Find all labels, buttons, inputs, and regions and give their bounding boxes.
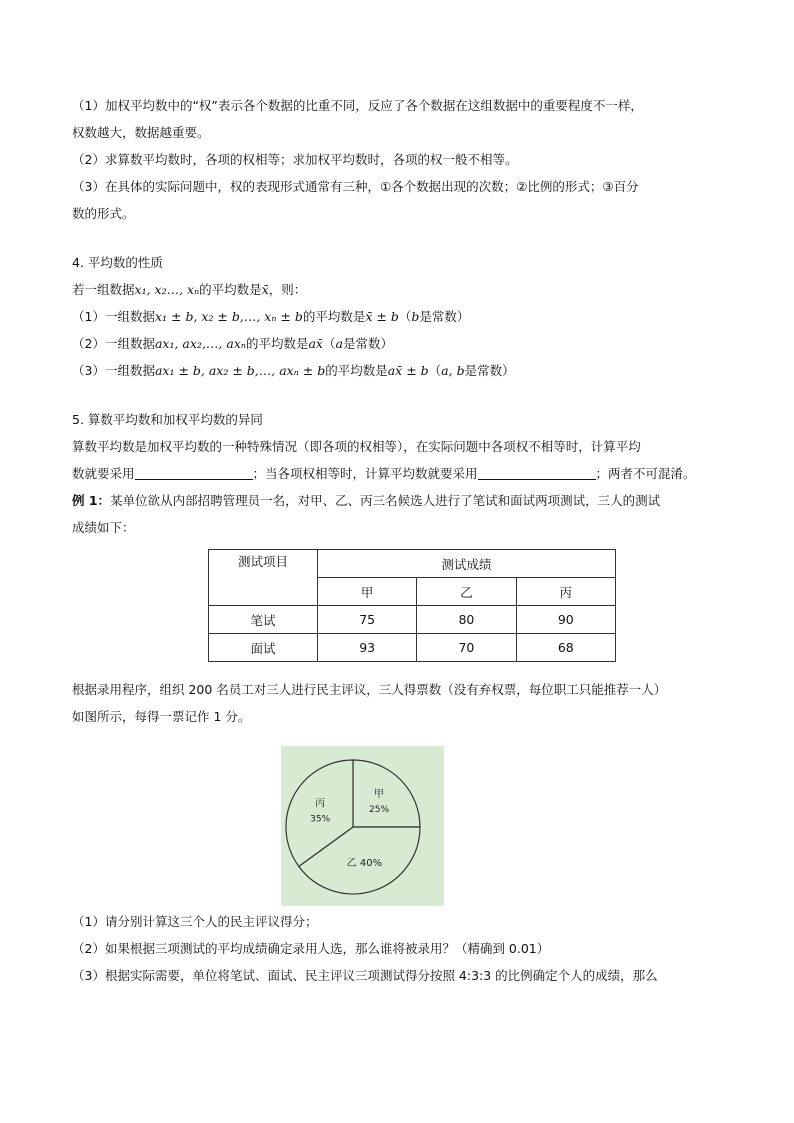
pie-chart-svg [281, 746, 444, 906]
row-label-interview: 面试 [209, 634, 318, 662]
pie-label-text: 乙 40% [346, 858, 383, 870]
header-candidate-jia: 甲 [318, 578, 417, 606]
mean-symbol: x̄ [261, 282, 269, 297]
cell: 68 [516, 634, 615, 662]
cell: 75 [318, 606, 417, 634]
table-row [209, 606, 616, 634]
section4-intro: 若一组数据x₁, x₂…, xₙ的平均数是x̄，则： [72, 282, 307, 297]
fill-blank-2[interactable] [478, 465, 596, 480]
header-candidate-bing: 丙 [516, 578, 615, 606]
example-label: 例 1： [72, 493, 111, 508]
pie-label-value: 25% [369, 804, 390, 815]
section5 [72, 406, 724, 541]
section3-notes [72, 92, 724, 227]
fill-blank-1[interactable] [135, 465, 253, 480]
note-2: （2）求算数平均数时，各项的权相等；求加权平均数时，各项的权一般不相等。 [72, 152, 518, 167]
after-table-line2: 如图所示，每得一票记作 1 分。 [72, 709, 251, 724]
note-3: （3）在具体的实际问题中，权的表现形式通常有三种，①各个数据出现的次数；②比例的形式；③百分 [72, 179, 639, 194]
section5-line2: 数就要采用 ；当各项权相等时，计算平均数就要采用 ；两者不可混淆。 [72, 466, 696, 481]
note-1-cont: 权数越大，数据越重要。 [72, 125, 210, 140]
score-table [208, 549, 616, 662]
after-table-line1: 根据录用程序，组织 200 名员工对三人进行民主评议，三人得票数（没有弃权票，每位职工只能推荐一人） [72, 682, 667, 697]
cell: 70 [417, 634, 516, 662]
section5-line1: 算数平均数是加权平均数的一种特殊情况（即各项的权相等），在实际问题中各项权不相等时，计算平均 [72, 439, 641, 454]
pie-label-name: 甲 [374, 788, 385, 800]
question-1: （1）请分别计算这三个人的民主评议得分； [72, 914, 318, 929]
property-1: （1）一组数据x₁ ± b, x₂ ± b,…, xₙ ± b的平均数是x̄ ± b（b是常数） [72, 309, 470, 324]
section5-heading: 5. 算数平均数和加权平均数的异同 [72, 412, 263, 427]
cell: 90 [516, 606, 615, 634]
header-test-score: 测试成绩 [318, 550, 616, 578]
header-test-item: 测试项目 [209, 550, 318, 606]
document-page [72, 92, 724, 989]
pie-label-1 [347, 857, 382, 869]
cell: 80 [417, 606, 516, 634]
pie-chart [281, 746, 444, 906]
pie-label-name: 丙 [315, 798, 326, 810]
note-1: （1）加权平均数中的“权”表示各个数据的比重不同，反应了各个数据在这组数据中的重要程度不一样， [72, 98, 643, 113]
header-candidate-yi: 乙 [417, 578, 516, 606]
property-3: （3）一组数据ax₁ ± b, ax₂ ± b,…, axₙ ± b的平均数是ax̄ ± b（a, b是常数） [72, 363, 515, 378]
section4 [72, 249, 724, 384]
example-line1: 例 1：某单位欲从内部招聘管理员一名，对甲、乙、丙三名候选人进行了笔试和面试两项测试，三人的测试 [72, 493, 661, 508]
data-set-expr: x₁, x₂…, xₙ [134, 282, 200, 297]
pie-slice-0 [353, 760, 420, 827]
note-3-cont: 数的形式。 [72, 206, 135, 221]
table-row [209, 634, 616, 662]
question-3: （3）根据实际需要，单位将笔试、面试、民主评议三项测试得分按照 4:3:3 的比例确定个人的成绩，那么 [72, 968, 658, 983]
property-2: （2）一组数据ax₁, ax₂,…, axₙ的平均数是ax̄（a是常数） [72, 336, 393, 351]
pie-label-value: 35% [310, 814, 331, 825]
question-2: （2）如果根据三项测试的平均成绩确定录用人选，那么谁将被录用？（精确到 0.01） [72, 941, 550, 956]
example-line2: 成绩如下： [72, 520, 135, 535]
row-label-written: 笔试 [209, 606, 318, 634]
cell: 93 [318, 634, 417, 662]
section4-heading: 4. 平均数的性质 [72, 255, 163, 270]
